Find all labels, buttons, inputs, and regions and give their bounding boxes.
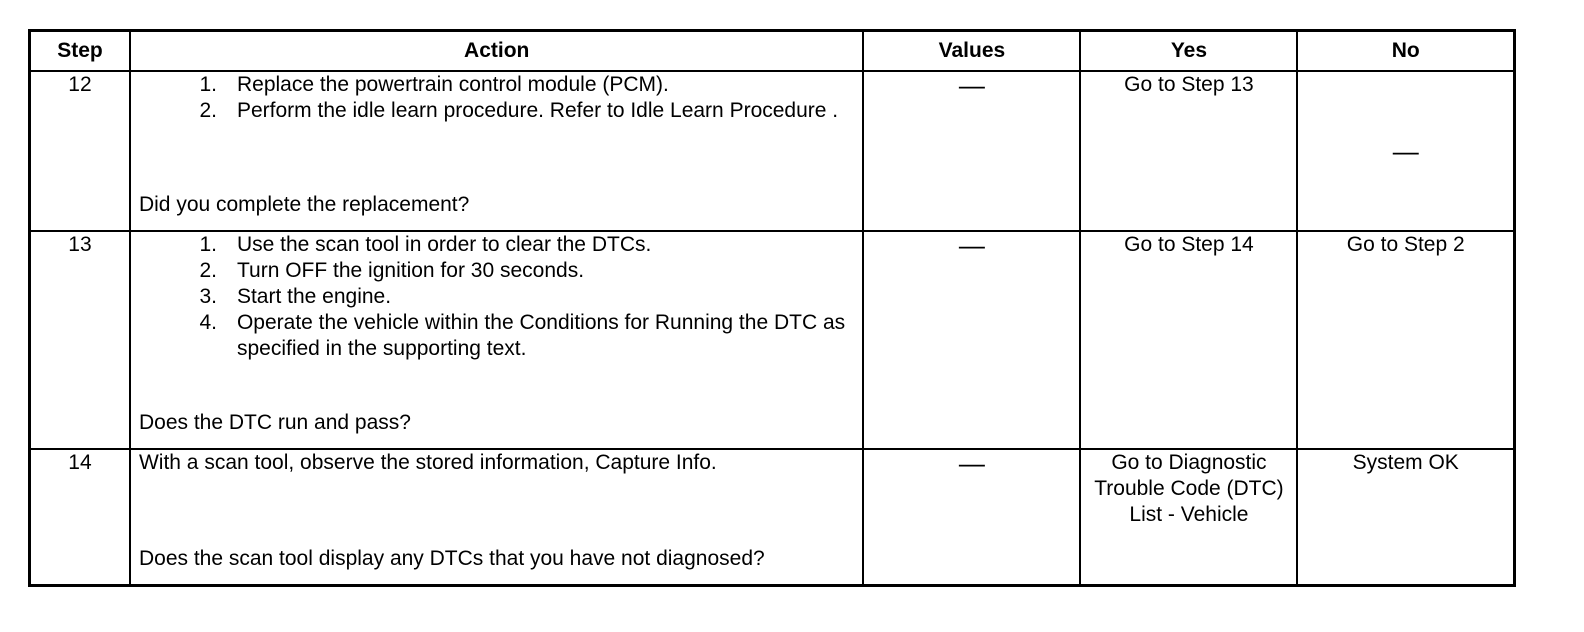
header-values: Values xyxy=(863,31,1080,72)
no-cell: System OK xyxy=(1297,449,1514,586)
values-cell: — xyxy=(863,231,1080,449)
header-no: No xyxy=(1297,31,1514,72)
table-row xyxy=(30,231,1515,449)
action-cell xyxy=(130,71,863,231)
step-number: 12 xyxy=(30,71,130,231)
question-text: Does the DTC run and pass? xyxy=(138,411,411,434)
instruction-text: Use the scan tool in order to clear the DTCs. xyxy=(236,233,652,256)
table-row xyxy=(30,449,1515,586)
step-number: 13 xyxy=(30,231,130,449)
instruction-list xyxy=(139,72,854,124)
no-cell: — xyxy=(1297,71,1514,231)
values-cell: — xyxy=(863,449,1080,586)
yes-cell: Go to Step 13 xyxy=(1080,71,1297,231)
list-item: 1. Use the scan tool in order to clear the DTCs. xyxy=(199,233,652,256)
statement-text: With a scan tool, observe the stored information, Capture Info. xyxy=(138,451,717,474)
table-row xyxy=(30,71,1515,231)
action-cell xyxy=(130,231,863,449)
yes-cell: Go to Diagnostic Trouble Code (DTC) List - Vehicle xyxy=(1080,449,1297,586)
header-step: Step xyxy=(30,31,130,72)
diagnostic-steps-table xyxy=(28,29,1516,587)
table-header-row xyxy=(30,31,1515,72)
list-item: 2. Perform the idle learn procedure. Refer to Idle Learn Procedure . xyxy=(199,99,839,122)
list-item: 4. Operate the vehicle within the Conditions for Running the DTC as specified in the supporting text. xyxy=(199,311,846,360)
list-item: 2. Turn OFF the ignition for 30 seconds. xyxy=(199,259,585,282)
step-number: 14 xyxy=(30,449,130,586)
header-yes: Yes xyxy=(1080,31,1297,72)
header-action: Action xyxy=(130,31,863,72)
instruction-text: Perform the idle learn procedure. Refer to Idle Learn Procedure . xyxy=(236,99,839,122)
instruction-list xyxy=(139,232,854,362)
question-text: Did you complete the replacement? xyxy=(138,193,470,216)
instruction-text: Operate the vehicle within the Conditions for Running the DTC as specified in the supporting text. xyxy=(236,311,846,360)
no-cell: Go to Step 2 xyxy=(1297,231,1514,449)
values-cell: — xyxy=(863,71,1080,231)
question-text: Does the scan tool display any DTCs that you have not diagnosed? xyxy=(138,547,765,570)
instruction-text: Turn OFF the ignition for 30 seconds. xyxy=(236,259,585,282)
yes-cell: Go to Step 14 xyxy=(1080,231,1297,449)
action-cell xyxy=(130,449,863,586)
instruction-text: Replace the powertrain control module (PCM). xyxy=(236,73,669,96)
list-item: 1. Replace the powertrain control module (PCM). xyxy=(199,73,669,96)
instruction-text: Start the engine. xyxy=(236,285,392,308)
list-item: 3. Start the engine. xyxy=(199,285,392,308)
